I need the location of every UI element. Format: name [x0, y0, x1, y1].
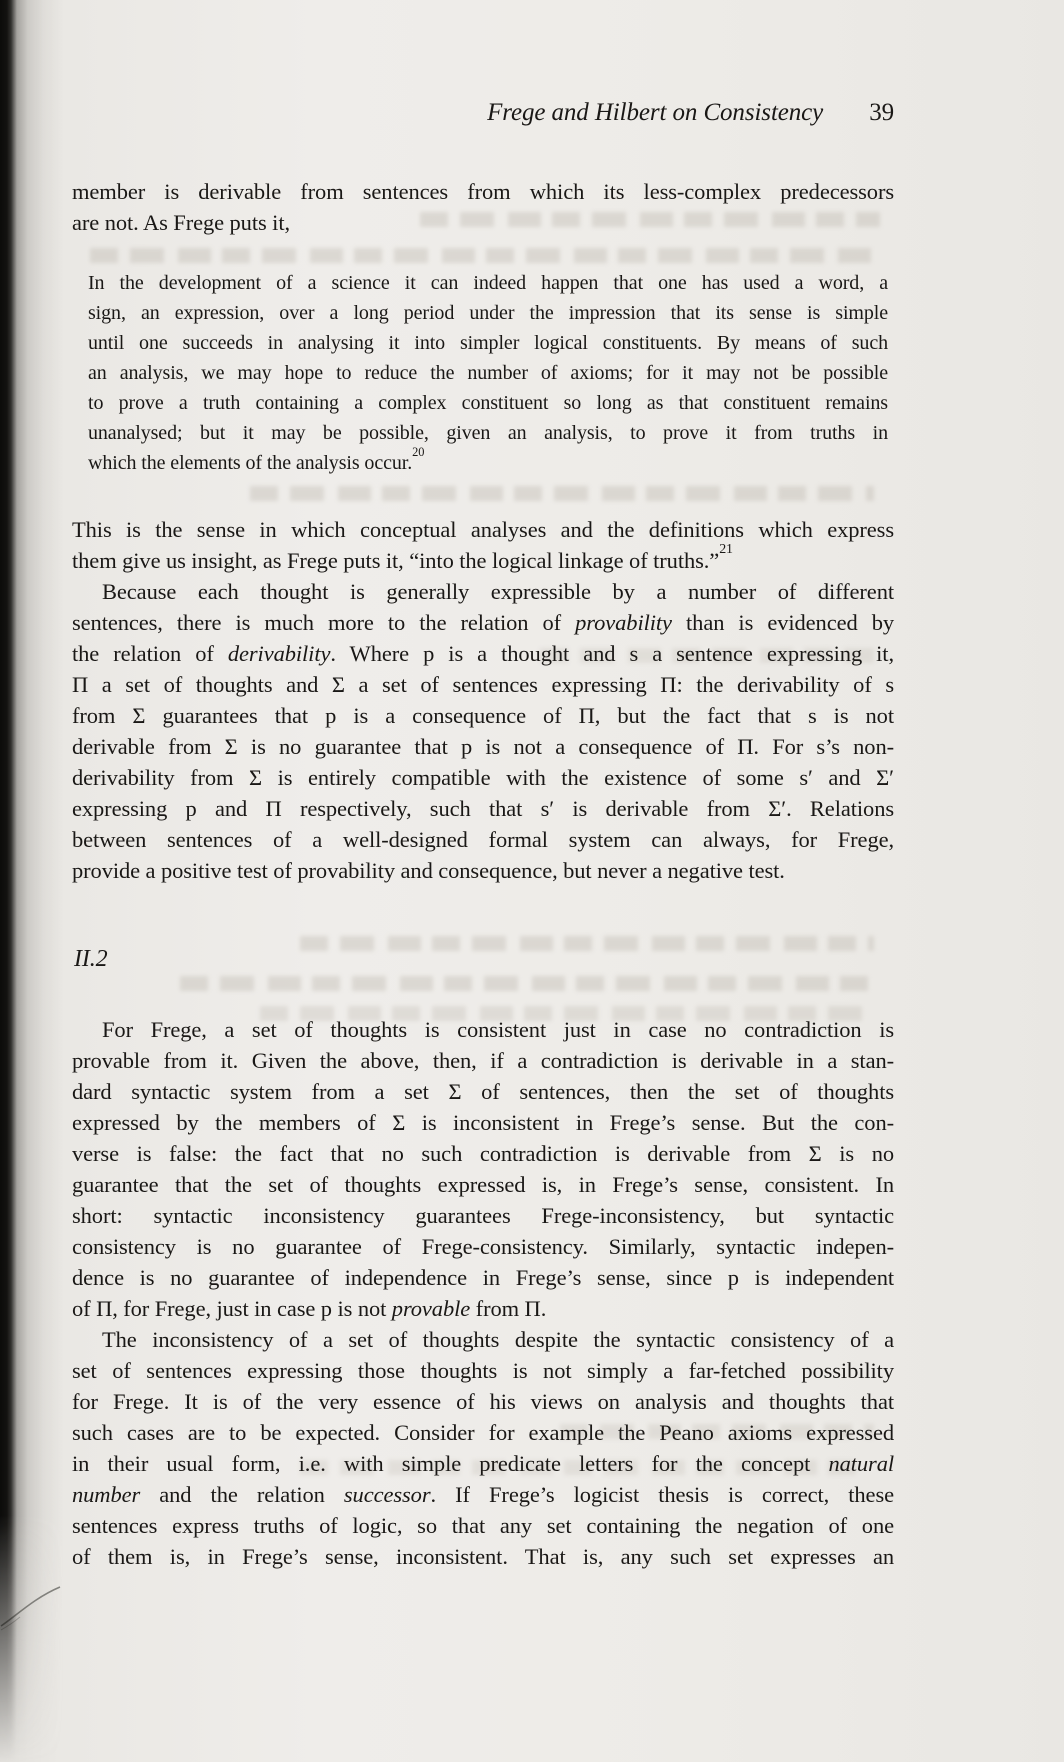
text-line: expressed by the members of Σ is inconsistent in Frege’s sense. But the con-	[72, 1110, 894, 1135]
paragraph	[72, 176, 894, 238]
text-line: expressing p and Π respectively, such that s′ is derivable from Σ′. Relations	[72, 796, 894, 821]
text-line: member is derivable from sentences from which its less-complex predecessors	[72, 179, 894, 204]
text-line: an analysis, we may hope to reduce the number of axioms; for it may not be possible	[88, 362, 888, 384]
text-line: Π a set of thoughts and Σ a set of sentences expressing Π: the derivability of s	[72, 672, 894, 697]
text-line: are not. As Frege puts it,	[72, 210, 290, 235]
text-line: Because each thought is generally expressible by a number of different	[102, 579, 894, 604]
text-line: verse is false: the fact that no such contradiction is derivable from Σ is no	[72, 1141, 894, 1166]
page-number: 39	[869, 99, 894, 126]
text-line: between sentences of a well-designed formal system can always, for Frege,	[72, 827, 894, 852]
paragraph	[72, 576, 894, 886]
text-line: provide a positive test of provability and consequence, but never a negative test.	[72, 858, 785, 883]
text-line: them give us insight, as Frege puts it, “into the logical linkage of truths.”$^{21}$	[72, 542, 733, 573]
text-line: the relation of derivability. Where p is a thought and s a sentence expressing it,	[72, 641, 894, 666]
book-spine-shadow	[0, 0, 64, 1762]
header-title: Frege and Hilbert on Consistency	[487, 99, 824, 126]
paragraph	[72, 1324, 894, 1572]
text-line: consistency is no guarantee of Frege-consistency. Similarly, syntactic indepen-	[72, 1234, 894, 1259]
text-line: sentences express truths of logic, so that any set containing the negation of one	[72, 1513, 894, 1538]
text-line: of Π, for Frege, just in case p is not provable from Π.	[72, 1296, 547, 1321]
block-quote	[88, 268, 888, 478]
text-line: derivability from Σ is entirely compatible with the existence of some s′ and Σ′	[72, 765, 894, 790]
text-line: which the elements of the analysis occur.$^{20}$	[88, 444, 425, 474]
body-text	[72, 176, 894, 1572]
text-line: For Frege, a set of thoughts is consistent just in case no contradiction is	[102, 1017, 894, 1042]
text-line: unanalysed; but it may be possible, given an analysis, to prove it from truths in	[88, 422, 888, 444]
text-line: derivable from Σ is no guarantee that p is not a consequence of Π. For s’s non-	[72, 734, 894, 759]
text-line: sentences, there is much more to the relation of provability than is evidenced by	[72, 610, 894, 635]
text-line: dence is no guarantee of independence in Frege’s sense, since p is independent	[72, 1265, 894, 1290]
paragraph	[72, 1014, 894, 1324]
text-line: number and the relation successor. If Frege’s logicist thesis is correct, these	[72, 1482, 894, 1507]
section-heading	[74, 944, 894, 974]
text-line: from Σ guarantees that p is a consequence of Π, but the fact that s is not	[72, 703, 894, 728]
text-line: sign, an expression, over a long period under the impression that its sense is simple	[88, 302, 888, 324]
text-line: This is the sense in which conceptual analyses and the definitions which express	[72, 517, 894, 542]
text-line: to prove a truth containing a complex constituent so long as that constituent remains	[88, 392, 888, 414]
text-line: II.2	[74, 946, 108, 972]
text-column	[72, 0, 894, 1572]
text-line: In the development of a science it can indeed happen that one has used a word, a	[88, 272, 888, 294]
text-line: provable from it. Given the above, then, if a contradiction is derivable in a stan-	[72, 1048, 894, 1073]
text-line: short: syntactic inconsistency guarantees Frege-inconsistency, but syntactic	[72, 1203, 894, 1228]
text-line: The inconsistency of a set of thoughts despite the syntactic consistency of a	[102, 1327, 894, 1352]
text-line: of them is, in Frege’s sense, inconsistent. That is, any such set expresses an	[72, 1544, 894, 1569]
text-line: guarantee that the set of thoughts expressed is, in Frege’s sense, consistent. In	[72, 1172, 894, 1197]
text-line: such cases are to be expected. Consider for example the Peano axioms expressed	[72, 1420, 894, 1445]
running-header	[72, 98, 894, 128]
paragraph	[72, 514, 894, 576]
text-line: set of sentences expressing those thoughts is not simply a far-fetched possibility	[72, 1358, 894, 1383]
text-line: until one succeeds in analysing it into simpler logical constituents. By means of such	[88, 332, 888, 354]
text-line: in their usual form, i.e. with simple predicate letters for the concept natural	[72, 1451, 894, 1476]
text-line: dard syntactic system from a set Σ of sentences, then the set of thoughts	[72, 1079, 894, 1104]
text-line: for Frege. It is of the very essence of his views on analysis and thoughts that	[72, 1389, 894, 1414]
